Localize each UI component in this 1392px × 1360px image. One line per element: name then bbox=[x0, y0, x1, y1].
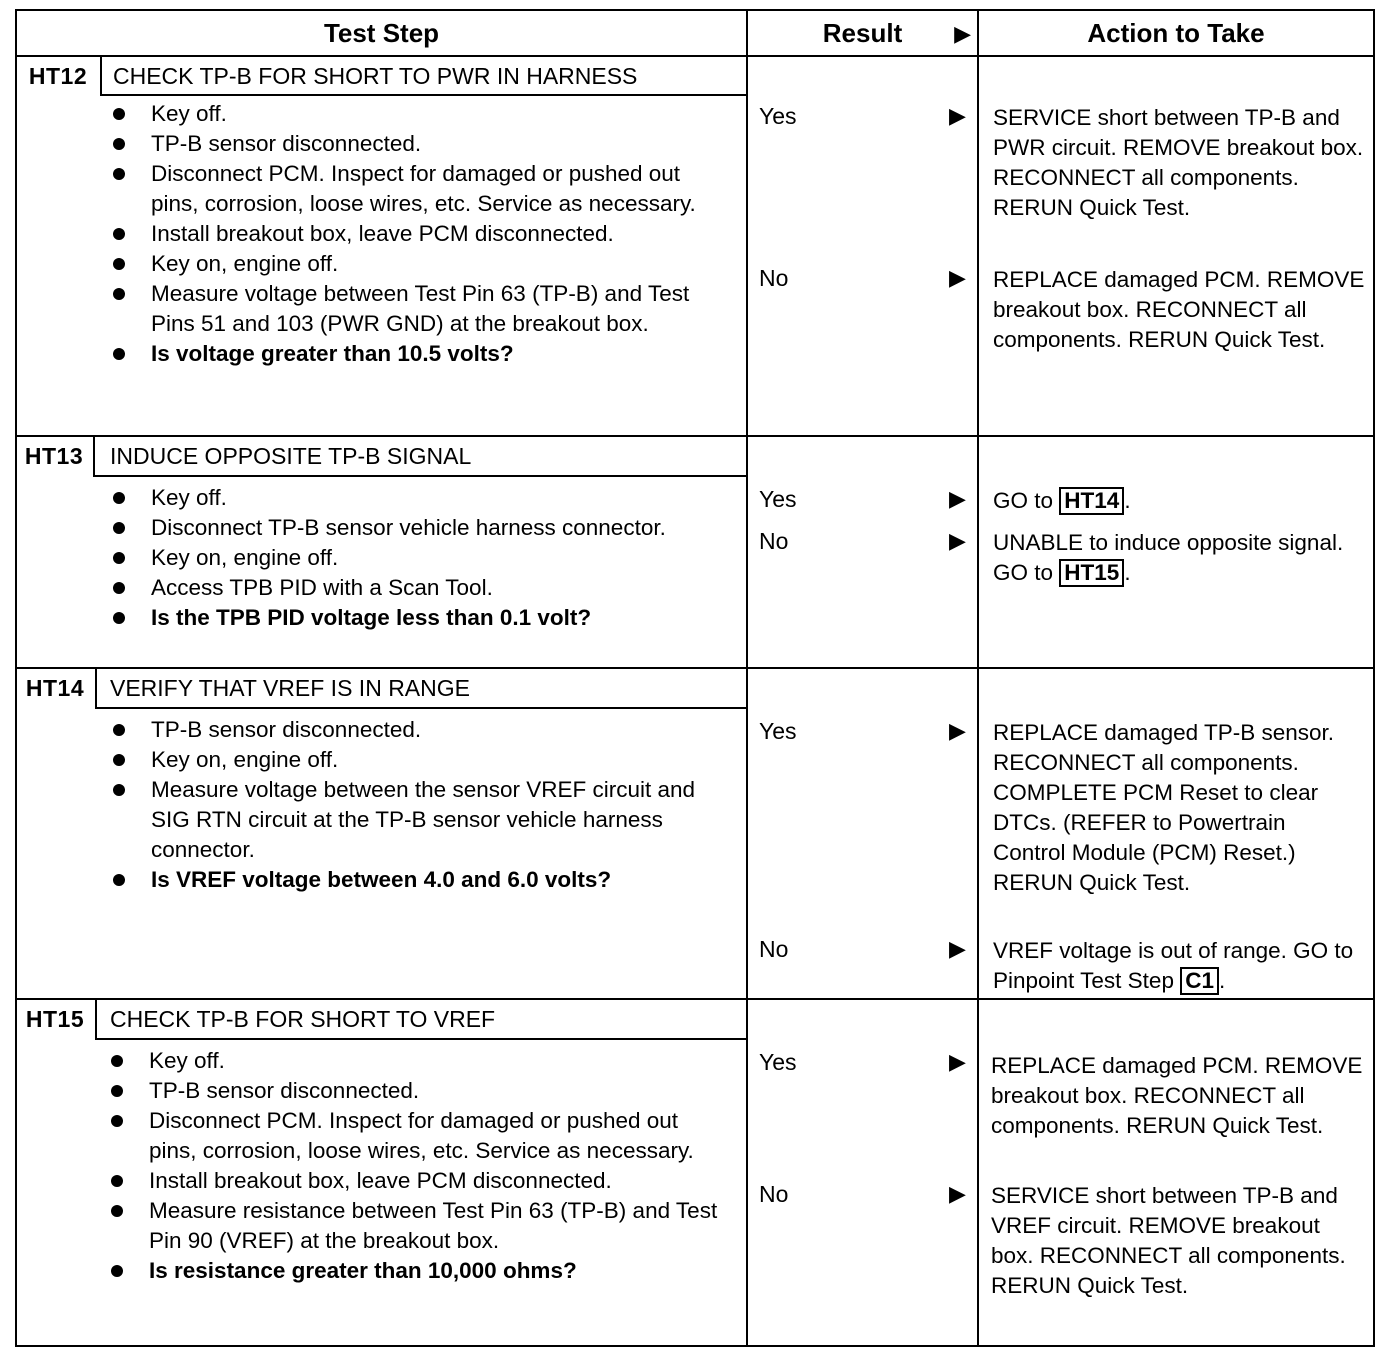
result-label: No bbox=[759, 528, 789, 554]
arrow-icon: ▶ bbox=[949, 1181, 966, 1206]
title-divider bbox=[95, 707, 746, 709]
id-divider bbox=[100, 57, 102, 95]
header-result-label: Result bbox=[822, 17, 903, 48]
action-yes bbox=[993, 718, 1365, 898]
column-divider-result bbox=[746, 11, 748, 1345]
step-id: HT12 bbox=[28, 62, 88, 89]
result-label: No bbox=[759, 936, 789, 962]
bullet-item: Key off. bbox=[113, 483, 725, 513]
header-arrow-icon: ▶ bbox=[954, 21, 971, 46]
step-bullets bbox=[111, 1046, 725, 1286]
header-test-step: Test Step bbox=[323, 17, 440, 48]
arrow-icon: ▶ bbox=[949, 1049, 966, 1074]
arrow-icon: ▶ bbox=[949, 486, 966, 511]
title-divider bbox=[100, 94, 746, 96]
step-id: HT14 bbox=[25, 674, 85, 701]
diagnostic-table bbox=[15, 9, 1375, 1347]
bullet-item: Install breakout box, leave PCM disconnected. bbox=[113, 219, 725, 249]
bullet-question: Is VREF voltage between 4.0 and 6.0 volts? bbox=[113, 865, 725, 895]
result-no bbox=[759, 265, 989, 292]
action-no bbox=[993, 936, 1365, 996]
action-text: VREF voltage is out of range. GO to Pinpoint Test Step bbox=[993, 938, 1354, 993]
bullet-item: TP-B sensor disconnected. bbox=[113, 129, 725, 159]
step-title: INDUCE OPPOSITE TP-B SIGNAL bbox=[110, 442, 472, 469]
id-divider bbox=[95, 1000, 97, 1038]
step-title: CHECK TP-B FOR SHORT TO PWR IN HARNESS bbox=[113, 62, 638, 89]
bullet-item: Measure resistance between Test Pin 63 (TP-B) and Test Pin 90 (VREF) at the breakout box. bbox=[111, 1196, 725, 1256]
step-id: HT13 bbox=[24, 442, 84, 469]
step-ref-link[interactable]: HT14 bbox=[1059, 487, 1124, 515]
bullet-item: Key off. bbox=[111, 1046, 725, 1076]
bullet-item: Disconnect TP-B sensor vehicle harness connector. bbox=[113, 513, 725, 543]
action-text: UNABLE to induce opposite signal. GO to bbox=[993, 530, 1344, 585]
step-title: VERIFY THAT VREF IS IN RANGE bbox=[110, 674, 470, 701]
action-no: SERVICE short between TP-B and VREF circuit. REMOVE breakout box. RECONNECT all components. RERUN Quick Test. bbox=[991, 1183, 1346, 1298]
bullet-item: Key off. bbox=[113, 99, 725, 129]
column-divider-action bbox=[977, 11, 979, 1345]
result-label: No bbox=[759, 265, 789, 291]
bullet-item: Measure voltage between the sensor VREF circuit and SIG RTN circuit at the TP-B sensor vehicle harness connector. bbox=[113, 775, 725, 865]
bullet-item: Key on, engine off. bbox=[113, 249, 725, 279]
bullet-item: TP-B sensor disconnected. bbox=[113, 715, 725, 745]
result-label: Yes bbox=[759, 718, 797, 744]
result-label: Yes bbox=[759, 103, 797, 129]
title-divider bbox=[95, 1038, 746, 1040]
step-bullets bbox=[113, 483, 725, 633]
step-ref-link[interactable]: C1 bbox=[1180, 967, 1219, 995]
action-text: REPLACE damaged TP-B sensor. RECONNECT all components. COMPLETE PCM Reset to clear DTCs. (REFER to Powertrain bbox=[993, 720, 1335, 835]
action-no bbox=[993, 528, 1365, 588]
result-yes bbox=[759, 103, 989, 130]
id-divider bbox=[95, 669, 97, 707]
step-ref-link[interactable]: HT15 bbox=[1059, 559, 1124, 587]
action-no: REPLACE damaged PCM. REMOVE breakout box. RECONNECT all components. RERUN Quick Test. bbox=[993, 267, 1365, 352]
result-no bbox=[759, 1181, 989, 1208]
bullet-item: Measure voltage between Test Pin 63 (TP-B) and Test Pins 51 and 103 (PWR GND) at the breakout box. bbox=[113, 279, 725, 339]
bullet-item: Install breakout box, leave PCM disconnected. bbox=[111, 1166, 725, 1196]
result-no bbox=[759, 936, 989, 963]
bullet-question: Is resistance greater than 10,000 ohms? bbox=[111, 1256, 725, 1286]
bullet-question: Is voltage greater than 10.5 volts? bbox=[113, 339, 725, 369]
arrow-icon: ▶ bbox=[949, 718, 966, 743]
action-text: GO to bbox=[993, 488, 1060, 513]
action-text-end: . bbox=[1124, 488, 1131, 513]
result-yes bbox=[759, 486, 989, 513]
action-yes: REPLACE damaged PCM. REMOVE breakout box. RECONNECT all components. RERUN Quick Test. bbox=[991, 1053, 1363, 1138]
bullet-question: Is the TPB PID voltage less than 0.1 volt? bbox=[113, 603, 725, 633]
result-label: No bbox=[759, 1181, 789, 1207]
bullet-item: Disconnect PCM. Inspect for damaged or pushed out pins, corrosion, loose wires, etc. Service as necessary. bbox=[111, 1106, 725, 1166]
bullet-item: TP-B sensor disconnected. bbox=[111, 1076, 725, 1106]
result-label: Yes bbox=[759, 1049, 797, 1075]
title-divider bbox=[93, 475, 746, 477]
step-bullets bbox=[113, 99, 725, 369]
action-text-continued: Control Module (PCM) Reset.) RERUN Quick Test. bbox=[993, 840, 1296, 895]
step-bullets bbox=[113, 715, 725, 895]
action-text-end: . bbox=[1124, 560, 1131, 585]
id-divider bbox=[93, 437, 95, 475]
result-yes bbox=[759, 1049, 989, 1076]
arrow-icon: ▶ bbox=[949, 103, 966, 128]
result-no bbox=[759, 528, 989, 555]
arrow-icon: ▶ bbox=[949, 265, 966, 290]
step-id: HT15 bbox=[25, 1005, 85, 1032]
action-text-end: . bbox=[1218, 968, 1226, 993]
bullet-item: Key on, engine off. bbox=[113, 745, 725, 775]
arrow-icon: ▶ bbox=[949, 936, 966, 961]
bullet-item: Access TPB PID with a Scan Tool. bbox=[113, 573, 725, 603]
arrow-icon: ▶ bbox=[949, 528, 966, 553]
header-action: Action to Take bbox=[1087, 17, 1265, 48]
bullet-item: Key on, engine off. bbox=[113, 543, 725, 573]
action-yes: SERVICE short between TP-B and PWR circuit. REMOVE breakout box. RECONNECT all components. RERUN Quick Test. bbox=[993, 105, 1364, 220]
bullet-item: Disconnect PCM. Inspect for damaged or pushed out pins, corrosion, loose wires, etc. Service as necessary. bbox=[113, 159, 725, 219]
step-title: CHECK TP-B FOR SHORT TO VREF bbox=[110, 1005, 496, 1032]
result-label: Yes bbox=[759, 486, 797, 512]
header-result bbox=[748, 11, 977, 55]
result-yes bbox=[759, 718, 989, 745]
action-yes bbox=[993, 486, 1365, 516]
